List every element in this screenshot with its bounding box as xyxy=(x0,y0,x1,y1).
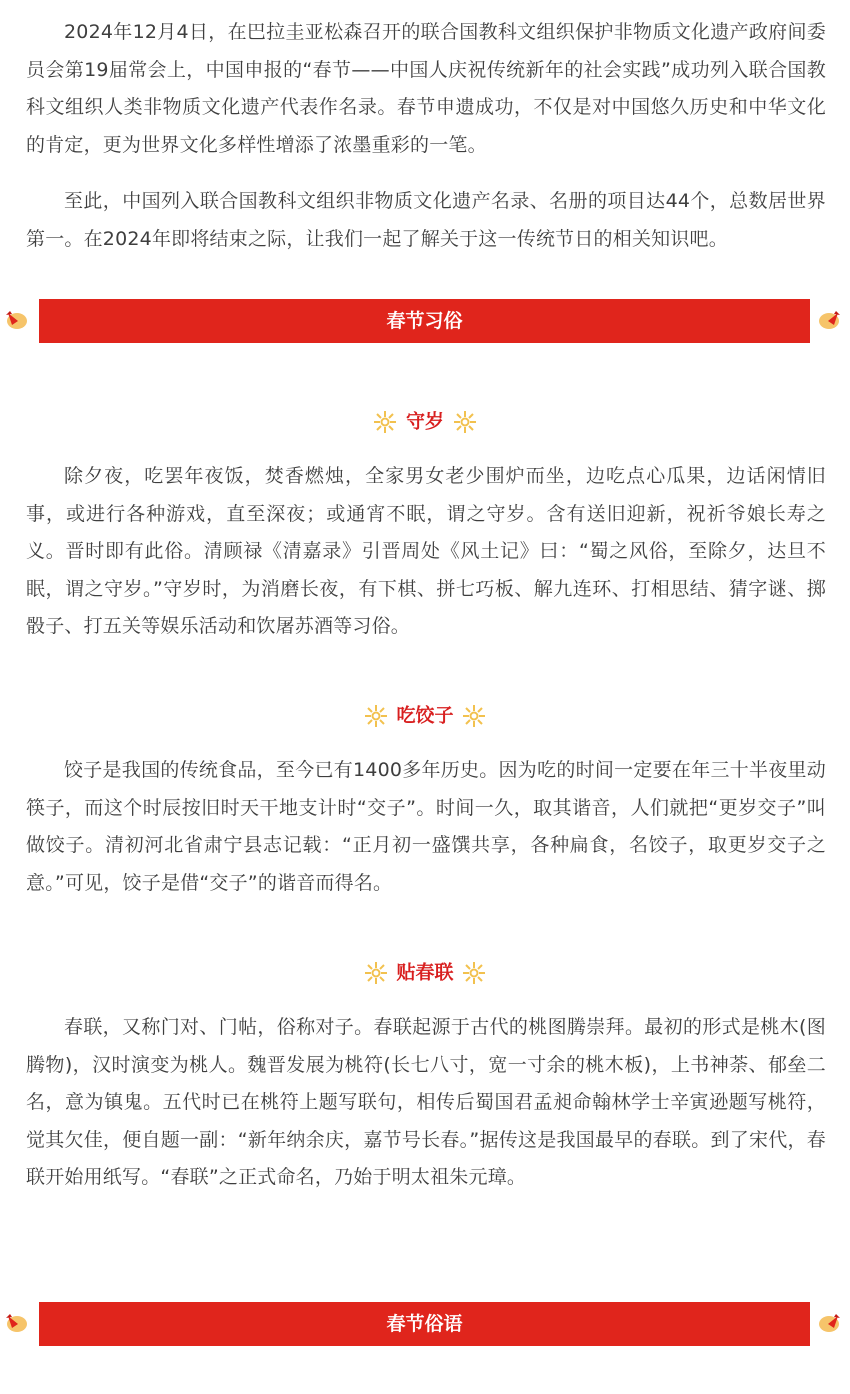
intro-paragraph-2: 至此，中国列入联合国教科文组织非物质文化遗产名录、名册的项目达44个，总数居世界第一。在2024年即将结束之际，让我们一起了解关于这一传统节日的相关知识吧。 xyxy=(26,190,826,250)
flower-icon xyxy=(364,961,388,985)
section-banner-sayings xyxy=(0,1302,850,1346)
flower-icon xyxy=(462,704,486,728)
flower-icon xyxy=(373,410,397,434)
banner-title: 春节习俗 xyxy=(39,299,810,343)
firecracker-icon xyxy=(4,309,28,331)
subhead-label: 贴春联 xyxy=(396,961,454,984)
firecracker-icon xyxy=(818,1312,842,1334)
subhead-label: 守岁 xyxy=(405,410,444,433)
custom-paragraph-chunlian: 春联，又称门对、门帖，俗称对子。春联起源于古代的桃图腾崇拜。最初的形式是桃木(图腾物)，汉时演变为桃人。魏晋发展为桃符(长七八寸，宽一寸余的桃木板)，上书神荼、郁垒二名，意为镇鬼。五代时已在桃符上题写联句，相传后蜀国君孟昶命翰林学士辛寅逊题写桃符，觉其欠佳，便自题一副：“新年纳余庆，嘉节号长春。”据传这是我国最早的春联。到了宋代，春联开始用纸写。“春联”之正式命名，乃始于明太祖朱元璋。 xyxy=(26,1016,826,1188)
subhead-label: 吃饺子 xyxy=(396,704,454,727)
flower-icon xyxy=(453,410,477,434)
firecracker-icon xyxy=(818,309,842,331)
intro-paragraph-1: 2024年12月4日，在巴拉圭亚松森召开的联合国教科文组织保护非物质文化遗产政府间委员会第19届常会上，中国申报的“春节——中国人庆祝传统新年的社会实践”成功列入联合国教科文组织人类非物质文化遗产代表作名录。春节申遗成功，不仅是对中国悠久历史和中华文化的肯定，更为世界文化多样性增添了浓墨重彩的一笔。 xyxy=(26,21,826,156)
section-banner-customs xyxy=(0,299,850,343)
subhead-chunlian xyxy=(0,957,850,987)
flower-icon xyxy=(364,704,388,728)
banner-title: 春节俗语 xyxy=(39,1302,810,1346)
flower-icon xyxy=(462,961,486,985)
subhead-shousui xyxy=(0,406,850,436)
custom-paragraph-jiaozi: 饺子是我国的传统食品，至今已有1400多年历史。因为吃的时间一定要在年三十半夜里动筷子，而这个时辰按旧时天干地支计时“交子”。时间一久，取其谐音，人们就把“更岁交子”叫做饺子。清初河北省肃宁县志记载：“正月初一盛馔共享，各种扁食，名饺子，取更岁交子之意。”可见，饺子是借“交子”的谐音而得名。 xyxy=(26,759,826,894)
subhead-jiaozi xyxy=(0,700,850,730)
firecracker-icon xyxy=(4,1312,28,1334)
custom-paragraph-shousui: 除夕夜，吃罢年夜饭，焚香燃烛，全家男女老少围炉而坐，边吃点心瓜果，边话闲情旧事，或进行各种游戏，直至深夜；或通宵不眠，谓之守岁。含有送旧迎新，祝祈爷娘长寿之义。晋时即有此俗。清顾禄《清嘉录》引晋周处《风土记》曰：“蜀之风俗，至除夕，达旦不眠，谓之守岁。”守岁时，为消磨长夜，有下棋、拼七巧板、解九连环、打相思结、猜字谜、掷骰子、打五关等娱乐活动和饮屠苏酒等习俗。 xyxy=(26,465,826,637)
